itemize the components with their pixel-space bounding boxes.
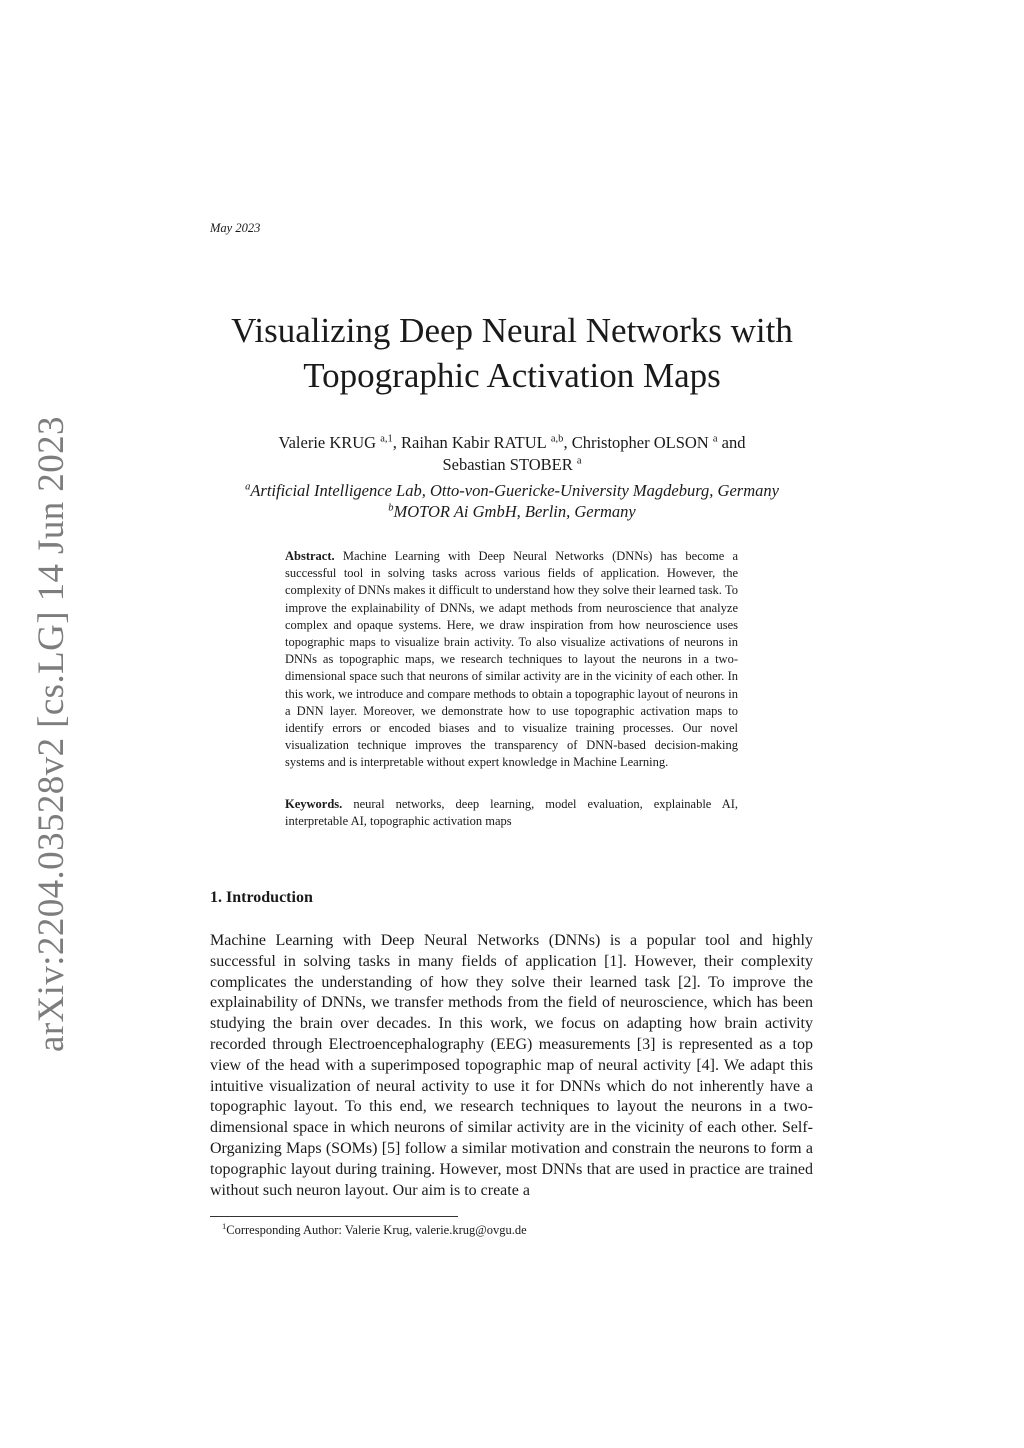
abstract	[285, 548, 738, 772]
title-line-1: Visualizing Deep Neural Networks with	[231, 311, 793, 350]
author-name: Christopher OLSON	[571, 433, 709, 452]
footnote-divider	[210, 1216, 458, 1217]
author-joiner: and	[721, 433, 746, 452]
affiliation	[0, 480, 1024, 501]
keywords	[285, 796, 738, 830]
abstract-text: Machine Learning with Deep Neural Networks (DNNs) has become a successful tool in solving tasks across various fields of application. However, the complexity of DNNs makes it difficult to understand how they solve their learned task. To improve the explainability of DNNs, we adapt methods from neuroscience that analyze complex and opaque systems. Here, we draw inspiration from how neuroscience uses topographic maps to visualize brain activity. To also visualize activations of neurons in DNNs as topographic maps, we research techniques to layout the neurons in a two-dimensional space such that neurons of similar activity are in the vicinity of each other. In this work, we introduce and compare methods to obtain a topographic layout of neurons in a DNN layer. Moreover, we demonstrate how to use topographic activation maps to identify errors or encoded biases and to visualize training processes. Our novel visualization technique improves the transparency of DNN-based decision-making systems and is interpretable without expert knowledge in Machine Learning.	[285, 549, 739, 770]
keywords-label: Keywords.	[285, 797, 343, 811]
paper-title	[0, 308, 1024, 398]
affiliation-marker: a	[245, 481, 251, 493]
author-line-1: Valerie KRUG $^{a,1}$, Raihan Kabir RATUL $^{a,b}$, Christopher OLSON $^a$ and	[278, 433, 746, 452]
publication-date: May 2023	[210, 221, 261, 235]
keywords-text: neural networks, deep learning, model evaluation, explainable AI, interpretable AI, topographic activation maps	[285, 797, 739, 829]
author-affiliation-marker: a	[712, 433, 718, 445]
author-name: Sebastian STOBER	[442, 455, 573, 474]
author-name: Valerie KRUG	[278, 433, 377, 452]
author-line-2	[0, 454, 1024, 476]
affiliation-text: Artificial Intelligence Lab, Otto-von-Guericke-University Magdeburg, Germany	[250, 481, 779, 500]
footnote-marker: 1	[222, 1221, 227, 1231]
footnote-text: Corresponding Author: Valerie Krug, valerie.krug@ovgu.de	[226, 1223, 527, 1238]
affiliation	[0, 501, 1024, 522]
arxiv-identifier-stamp: arXiv:2204.03528v2 [cs.LG] 14 Jun 2023	[31, 416, 72, 1052]
footnote	[222, 1221, 527, 1238]
abstract-label: Abstract.	[285, 549, 335, 563]
title-line-2: Topographic Activation Maps	[303, 356, 721, 395]
introduction-paragraph: Machine Learning with Deep Neural Networks (DNNs) is a popular tool and highly successful in solving tasks in many fields of application [1]. However, their complexity complicates the understanding of how they solve their learned task [2]. To improve the explainability of DNNs, we transfer methods from the field of neuroscience, which has been studying the brain over decades. In this work, we focus on adapting how brain activity recorded through Electroencephalography (EEG) measurements [3] is represented as a top view of the head with a superimposed topographic map of neural activity [4]. We adapt this intuitive visualization of neural activity to use it for DNNs which do not inherently have a topographic layout. To this end, we research techniques to layout the neurons in a two-dimensional space in which neurons of similar activity are in the vicinity of each other. Self-Organizing Maps (SOMs) [5] follow a similar motivation and constrain the neurons to form a topographic layout during training. However, most DNNs that are used in practice are trained without such neuron layout. Our aim is to create a	[210, 932, 813, 1199]
author-affiliation-marker: a,1	[380, 433, 393, 445]
author-name: Raihan Kabir RATUL	[401, 433, 547, 452]
section-heading-introduction: 1. Introduction	[210, 889, 313, 906]
affiliation-text: MOTOR Ai GmbH, Berlin, Germany	[393, 502, 636, 521]
affiliation-list	[0, 480, 1024, 522]
author-affiliation-marker: a,b	[550, 433, 564, 445]
affiliation-marker: b	[388, 502, 394, 514]
author-list	[0, 432, 1024, 476]
author-affiliation-marker: a	[576, 455, 582, 467]
